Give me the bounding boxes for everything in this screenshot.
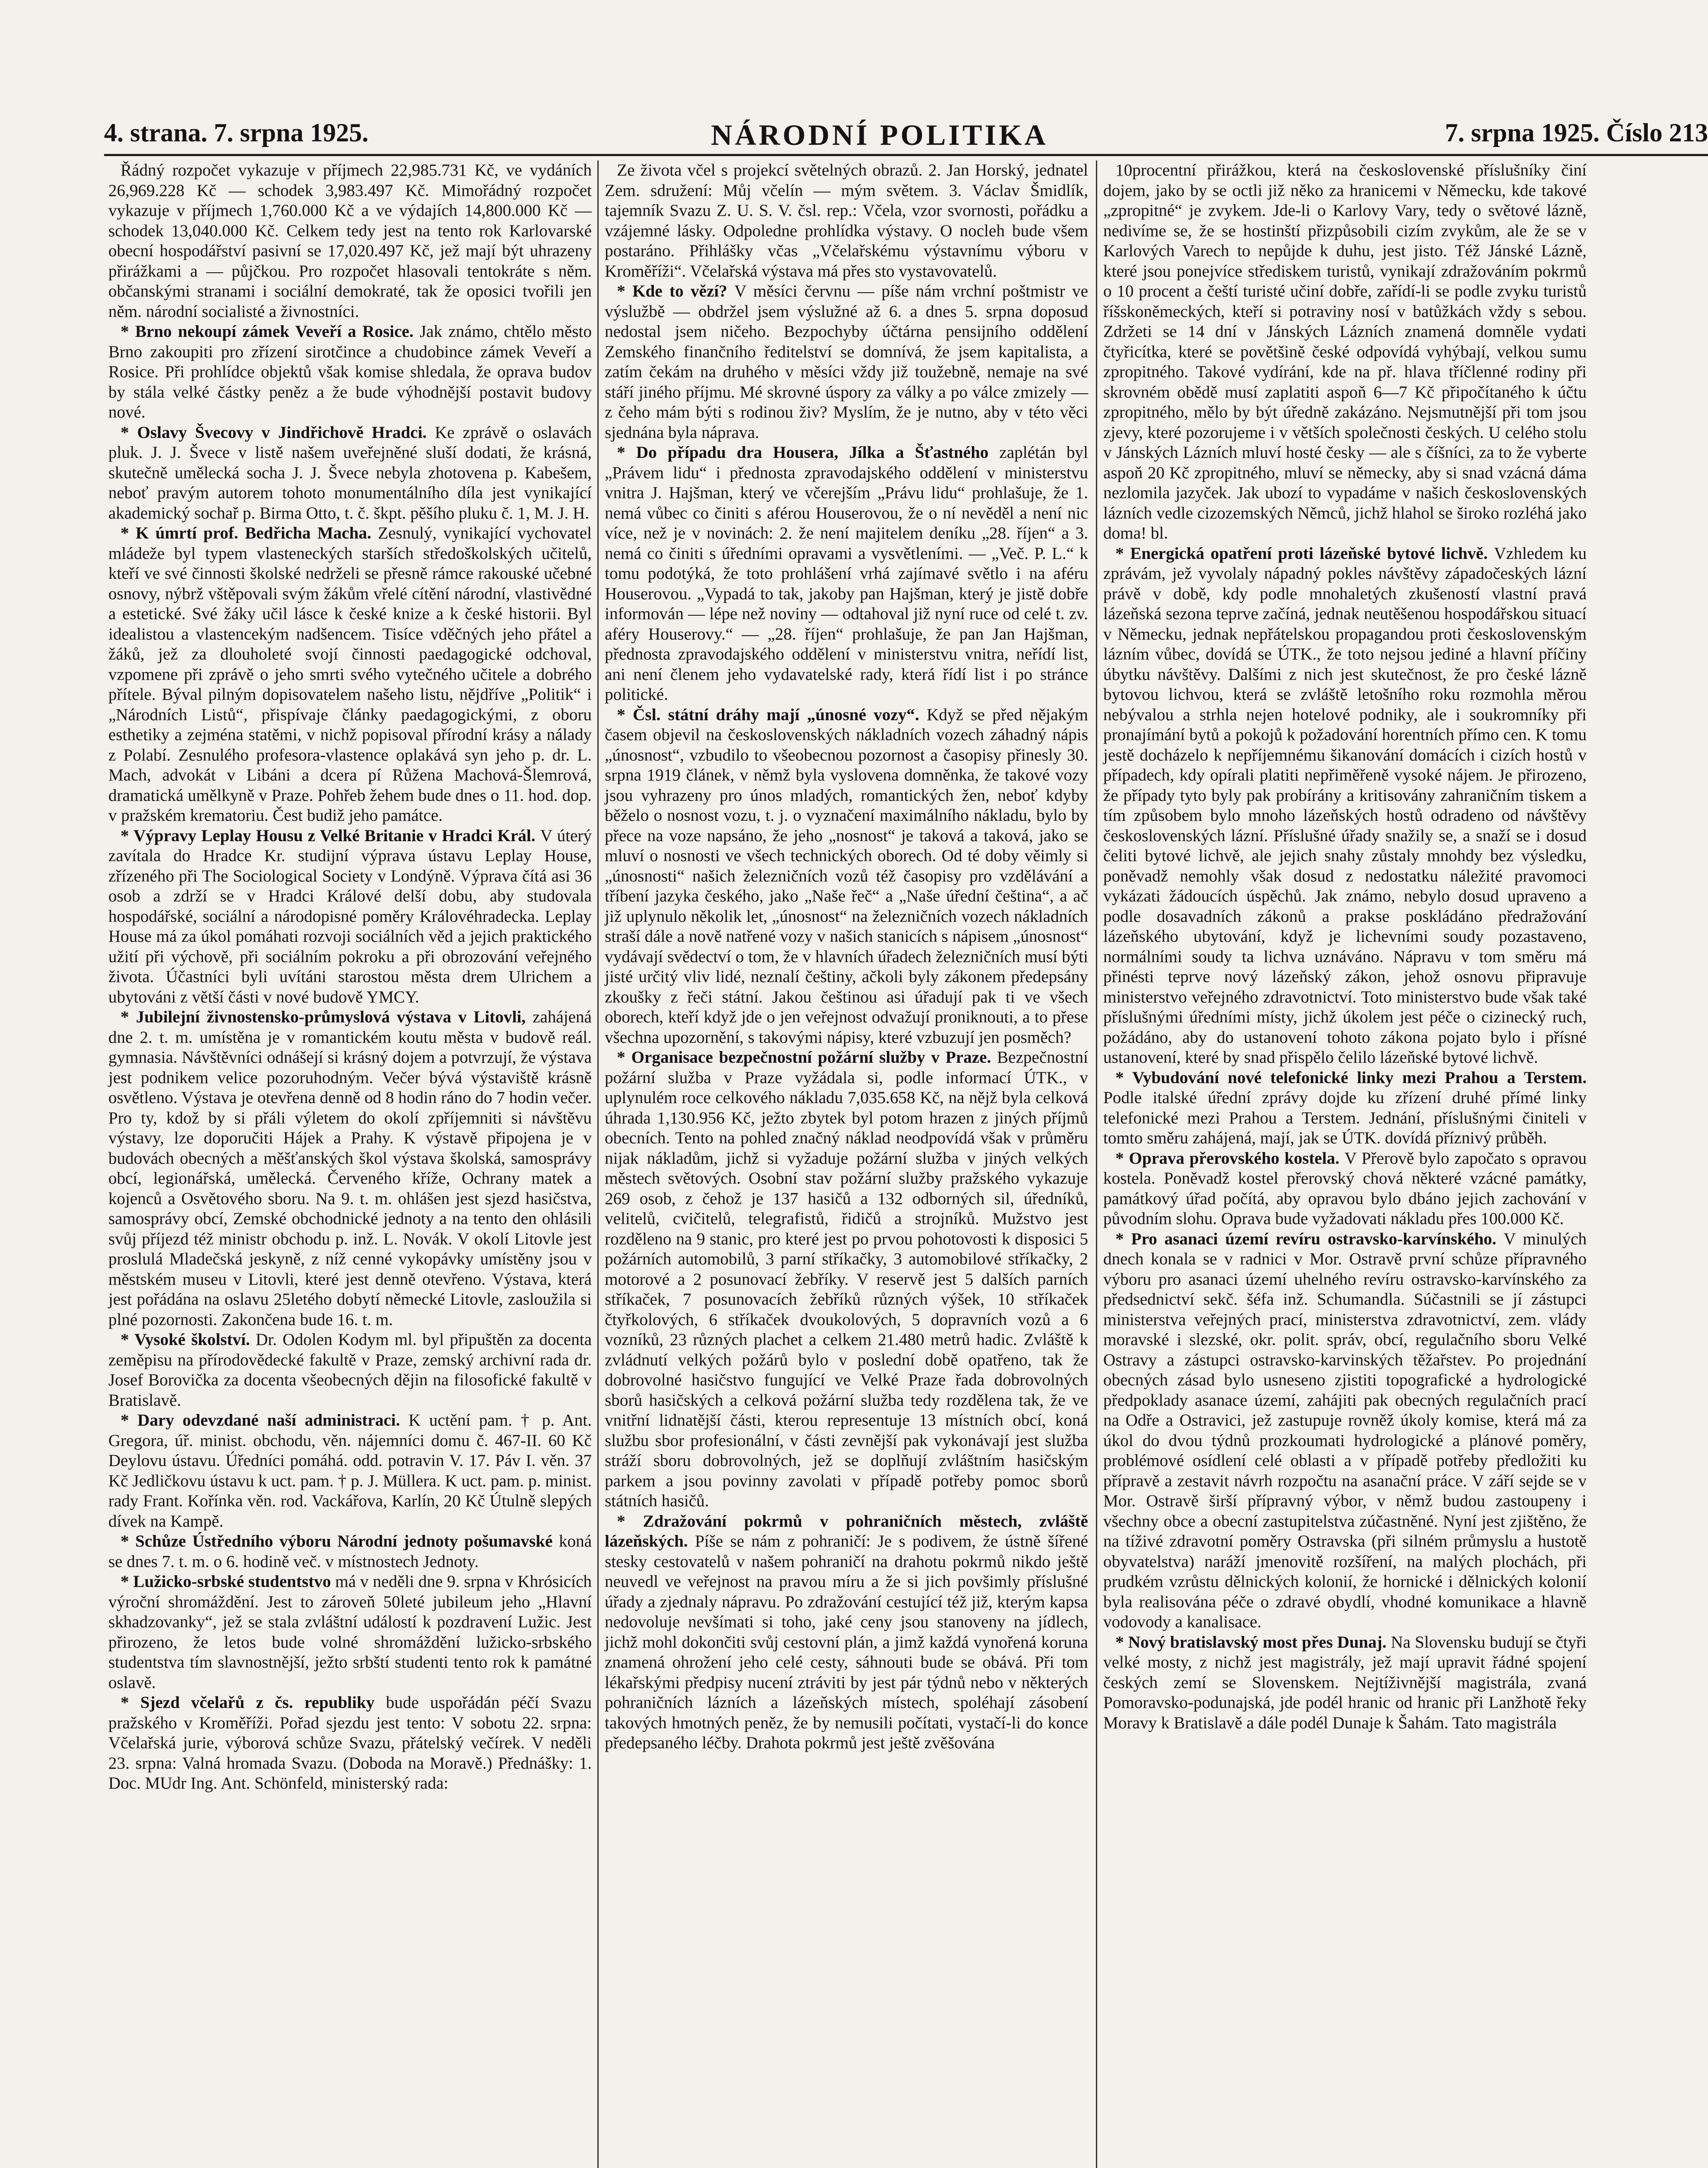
column-2 bbox=[605, 160, 1088, 2168]
article-text: Jak známo, chtělo město Brno zakoupiti pro zřízení sirotčince a chudobince zámek Veveří a Rosice. Při prohlídce objektů však komise shledala, že oprava budov by stála velké částky peněz a že bude výhodnější postavit budovy nové. bbox=[108, 322, 592, 421]
article-paragraph bbox=[1103, 1149, 1587, 1229]
article-text: Když se před nějakým časem objevil na československých nákladních vozech záhadný nápis „únosnost“, vzbudilo to všeobecnou pozornost a časopisy přinesly 30. srpna 1919 článek, v němž byla vyslovena domněnka, že takové vozy jsou vyhrazeny pro únos mladých, romantických žen, neboť kdyby běželo o nosnost vozu, t. j. o vyznačení maximálního nákladu, bylo by přece na voze napsáno, že jeho „nosnost“ je taková a taková, jako se mluví o nosnosti ve všech technických oborech. Od té doby věimly si „únosnosti“ našich železničních vozů též časopisy pro vzdělávání a tříbení jazyka českého, jako „Naše řeč“ a „Naše úřední čeština“, a ač již uplynulo několik let, „únosnost“ na železničních vozech nákladních straší dále a nově natřené vozy v našich stanicích s nápisem „únosnost“ vydávají svědectví o tom, že v hlavních úřadech železničních musí býti jisté určitý vliv lidé, neznalí češtiny, ačkoli byly zákonem předepsány zkoušky z řeči státní. Jakou češtinou asi úřadují pak ti ve všech oborech, kteří když jde o jen veřejnost odvažují proniknouti, a to přese všechna upozornění, s takovými nápisy, které vzbuzují jen posměch? bbox=[605, 705, 1088, 1047]
article-text: má v neděli dne 9. srpna v Khrósicích výroční shromáždění. Jest to zároveň 50leté jubileum jeho „Hlavní skhadzovanky“, jež se stala zvláštní událostí k pozdravení Lužic. Jest přirozeno, že letos bude volné shromáždění lužicko-srbského studentstva tím slavnostnější, ježto srbští studenti tento rok k památné oslavě. bbox=[108, 1572, 592, 1692]
article-headline: * Oprava přerovského kostela. bbox=[1115, 1149, 1345, 1168]
article-paragraph bbox=[108, 523, 592, 826]
column-1 bbox=[108, 160, 592, 2168]
article-paragraph bbox=[605, 281, 1088, 443]
article-paragraph bbox=[108, 826, 592, 1008]
article-headline: * Energická opatření proti lázeňské bytové lichvě. bbox=[1115, 544, 1494, 563]
article-paragraph bbox=[605, 1048, 1088, 1512]
article-headline: * Jubilejní živnostensko-průmyslová výstava v Litovli, bbox=[121, 1008, 533, 1026]
article-paragraph bbox=[108, 1330, 592, 1411]
article-headline: * Oslavy Švecovy v Jindřichově Hradci. bbox=[121, 423, 435, 442]
article-text: Na Slovensku budují se čtyři velké mosty, z nichž jest magistrály, jež mají upravit řádné spojení českých zemí se Slovenskem. Nejtíživnější magistrála, zvaná Pomoravsko-podunajská, jde podél hranic od hranic při Lanžhotě řeky Moravy k Bratislavě a dále podél Dunaje k Šahám. Tato magistrála bbox=[1103, 1633, 1587, 1732]
article-paragraph bbox=[108, 322, 592, 423]
article-paragraph bbox=[1103, 1068, 1587, 1149]
article-headline: * Dary odevzdané naší administraci. bbox=[121, 1411, 409, 1430]
article-text: zaplétán byl „Právem lidu“ i přednosta zpravodajského oddělení v ministerstvu vnitra J. Hajšman, který ve včerejším „Právu lidu“ prohlašuje, že 1. nemá vůbec co činiti s aférou Houserovou, že o ní nevěděl a není nic více, než je v novinách: 2. že není majitelem deníku „28. říjen“ a 3. nemá co činiti s úředními opravami a vysvětleními. — „Več. P. L.“ k tomu podotýká, že toto prohlášení vrhá zajímavé světlo i na aféru Houserovou. „Vypadá to tak, jakoby pan Hajšman, který je jistě dobře informován — lépe než noviny — odtahoval již nyní ruce od celé t. zv. aféry Houserovy.“ — „28. říjen“ prohlašuje, že pan Jan Hajšman, přednosta zpravodajského oddělení v ministerstvu vnitra, neřídí list, ani není členem jeho vydavatelské rady, která řídí list i po stránce politické. bbox=[605, 443, 1088, 704]
article-text: Ze života včel s projekcí světelných obrazů. 2. Jan Horský, jednatel Zem. sdružení: Můj včelín — mým světem. 3. Václav Šmidlík, tajemník Svazu Z. U. S. V. čsl. rep.: Včela, vzor svornosti, pořádku a vzájemné lásky. Odpoledne prohlídka výstavy. O nocleh bude všem postaráno. Přihlášky včas „Včelařskému výstavnímu výboru v Kroměříži“. Včelařská výstava má přes sto vystavovatelů. bbox=[605, 161, 1088, 281]
article-headline: * Čsl. státní dráhy mají „únosné vozy“. bbox=[617, 705, 927, 724]
header-right: 7. srpna 1925. Číslo 213 bbox=[1445, 118, 1708, 147]
article-text: zahájená dne 2. t. m. umístěna je v romantickém koutu města v budově reál. gymnasia. Návštěvníci odnášejí si krásný dojem a potvrzují, že výstava jest podnikem velice pozoruhodným. Večer bývá výstaviště krásně osvětleno. Výstava je otevřena denně od 8 hodin ráno do 7 hodin večer. Pro ty, kdož by si přáli výletem do okolí zpříjemniti si návštěvu výstavy, lze doporučiti Hájek a Prahy. K výstavě připojena je v budovách obecných a měšťanských škol výstava školská, samosprávy obcí, legionářská, umělecká. Červeného kříže, Ochrany matek a kojenců a Osvětového sboru. Na 9. t. m. ohlášen jest sjezd hasičstva, samosprávy obcí, Zemské obchodnické jednoty a na tento den ohlásili svůj příjezd též ministr obchodu p. inž. L. Novák. V okolí Litovle jest proslulá Mladečská jeskyně, z níž cenné vykopávky umístěny jsou v městském museu v Litovli, které jest denně otevřeno. Výstava, která jest pořádána na oslavu 25letého dobytí německé Litovle, zasloužila si plné pozornosti. Zakončena bude 16. t. m. bbox=[108, 1008, 592, 1329]
article-text: Řádný rozpočet vykazuje v příjmech 22,985.731 Kč, ve vydáních 26,969.228 Kč — schodek 3,983.497 Kč. Mimořádný rozpočet vykazuje v příjmech 1,760.000 Kč a ve výdajích 14,800.000 Kč — schodek 13,040.000 Kč. Celkem tedy jest na tento rok Karlovarské obecní hospodářství pasivní se 17,020.497 Kč, jež mají být uhrazeny přirážkami a — půjčkou. Pro rozpočet hlasovali tentokráte s něm. občanskými stranami i sociální demokraté, tak že oposici tvořili jen něm. národní socialisté a živnostníci. bbox=[108, 161, 592, 321]
header-left: 4. strana. 7. srpna 1925. bbox=[104, 118, 369, 147]
article-text: V minulých dnech konala se v radnici v Mor. Ostravě první schůze přípravného výboru pro asanaci území uhelného revíru ostravsko-karvínského za předsednictví sekč. šéfa inž. Schumandla. Súčastnili se jí zástupci ministerstva veřejných prací, ministerstva zdravotnictví, zem. vlády moravské i slezské, okr. polit. správ, obcí, regulačního sboru Velké Ostravy a zástupci ostravsko-karvinských těžařstev. Po projednání obecných zásad bylo usneseno zjistiti topografické a hydrologické předpoklady asanace území, zahájiti pak obecných regulačních prací na Odře a Ostravici, jež zastupuje rovněž úkoly komise, která má za úkol do dvou týdnů prozkoumati hydrologické a plánové poměry, problémové osídlení celé oblasti a v případě potřeby předložiti ku přípravě a zestavit návrh rozpočtu na asanační práce. V září sejde se v Mor. Ostravě širší přípravný výbor, v němž budou zastoupeny i všechny obce a obecní zastupitelstva zúčastněné. Nyní jest zjištěno, že na tíživé zdravotní poměry Ostravska (při silném průmyslu a hustotě obyvatelstva) naráží jmenovitě rozšíření, na malých plochách, při prudkém vzrůstu dělnických kolonií, že hornické i dělnických kolonií byla realisována péče o zdravé obydlí, vhodné komunikace a hlavně vodovody a kanalisace. bbox=[1103, 1229, 1587, 1631]
article-headline: * Pro asanaci území revíru ostravsko-karvínského. bbox=[1115, 1229, 1504, 1248]
article-paragraph bbox=[1103, 160, 1587, 544]
column-3 bbox=[1103, 160, 1587, 2168]
article-headline: * Kde to vězí? bbox=[617, 282, 734, 300]
article-text: Podle italské úřední zprávy dojde ku zřízení druhé přímé linky telefonické mezi Prahou a Terstem. Jednání, příslušnými činiteli v tomto směru zahájená, mají, jak se ÚTK. dovídá příznivý průběh. bbox=[1103, 1088, 1587, 1147]
page-header bbox=[104, 118, 1708, 166]
article-headline: * Vysoké školství. bbox=[121, 1330, 256, 1349]
article-headline: * Lužicko-srbské studentstvo bbox=[121, 1572, 336, 1591]
article-text: Píše se nám z pohraničí: Je s podivem, že ústně šířené stesky cestovatelů v našem pohraničí na drahotu pokrmů nikdo ještě neuvedl ve veřejnost na pravou míru a že si jich povšimly příslušné úřady a zjednaly nápravu. Po zdražování cestující též již, kterým kapsa nedovoluje nevšímati si toho, jaké ceny jsou stanoveny na jídlech, jichž mohl dokončiti svůj cestovní plán, a jimž každá vynořená koruna znamená ohrožení jeho celé cesty, sáhnouti bude se obává. Při tom lékařskými předpisy nucení ztráviti by jest pár týdnů nebo v některých pohraničních lázních a lázeňských místech, spoléhají zásobení takových hmotných peněz, že by nemusili počítati, vystačí-li do konce předepsaného léčby. Drahota pokrmů jest ještě zvěšována bbox=[605, 1532, 1089, 1752]
article-text: Ke zprávě o oslavách pluk. J. J. Švece v listě našem uveřejněné sluší dodati, že krásná, skutečně umělecká socha J. J. Švece nebyla zhotovena p. Kabešem, neboť pravým autorem tohoto monumentálního díla jest vynikající akademický sochař p. Birma Otto, t. č. škpt. pěšího pluku č. 1, M. J. H. bbox=[108, 423, 592, 522]
article-text: Zesnulý, vynikající vychovatel mládeže byl typem vlasteneckých starších středoškolských učitelů, kteří ve své činnosti školské nedrželi se přesně rámce rakouské učebné osnovy, nýbrž vštěpovali svým žákům vřelé cítění národní, vlastivědné a estetické. Své žáky učil lásce k české knize a k české historii. Byl idealistou a vlastencekým nadšencem. Tisíce vděčných jeho přátel a žáků, jež za dlouholeté svojí činnosti paedagogické odchoval, vzpomene při zprávě o jeho smrti svého vytečného učitele a dobrého přítele. Býval pilným dopisovatelem našeho listu, nějdříve „Politik“ i „Národních Listů“, přispívaje články paedagogickými, z oboru esthetiky a zejména statěmi, v nichž popisoval přírodní krásy a nálady z Polabí. Zesnulého profesora-vlastence oplakává syn jeho p. dr. L. Mach, advokát v Libáni a dcera pí Růžena Machová-Šlemrová, dramatická umělkyně v Praze. Pohřeb žehem bude dnes o 11. hod. dop. v pražském krematoriu. Čest budiž jeho památce. bbox=[108, 524, 592, 825]
article-text: 10procentní přirážkou, která na československé příslušníky činí dojem, jako by se octli již něko za hranicemi v Německu, kde takové „zpropitné“ je zvykem. Jde-li o Karlovy Vary, tedy o světové lázně, nedivíme se, že se hostinští přizpůsobili cizím zvykům, ale že se v Karlových Varech to nepůjde k duhu, jest jisto. Též Jánské Lázně, které jsou ponejvíce střediskem turistů, vynikají zdražováním pokrmů o 10 procent a čeští turisté učiní dobře, zařídí-li se podle zvyku turistů říšskoněmeckých, kteří si potraviny nosí v batůžkách vždy s sebou. Zdržeti se 14 dní v Jánských Lázních znamená domněle vydati čtyřicítka, které se povětšině české odpovídá vyhýbají, velkou sumu zpropitného. Takové vydírání, kde na př. hlava tříčlenné rodiny při skrovném obědě musí zaplatiti aspoň 6—7 Kč připočítaného k účtu zpropitného, mělo by být úředně zakázáno. Nejsmutnější při tom jsou zjevy, které pozorujeme i v větších společnosti českých. U celého stolu v Jánských Lázních mluví hosté česky — ale s číšníci, za to že vyberte aspoň 20 Kč zpropitného, mluví se německy, aby si snad vzácná dáma nezlomila jazyček. Jak ubozí to vypadáme v našich československých lázních vedle cizozemských Němců, jichž hlahol se široko rozléhá jako doma! bl. bbox=[1103, 161, 1587, 542]
article-headline: * Brno nekoupí zámek Veveří a Rosice. bbox=[121, 322, 420, 341]
article-headline: * Schůze Ústředního výboru Národní jednoty pošumavské bbox=[121, 1532, 559, 1551]
article-text: V úterý zavítala do Hradce Kr. studijní výprava ústavu Leplay House, zřízeného při The Sociological Society v Londýně. Výprava čítá asi 36 osob a zdrží se v Hradci Králové delší dobu, aby studovala hospodářské, sociální a národopisné poměry Královéhradecka. Leplay House má za úkol pomáhati rozvoji sociálních věd a jejich praktického užití při výchově, při sociálním pokroku a při obrozování veřejného života. Účastníci byli uvítáni starostou města drem Ulrichem a ubytováni z větší části v nové budově YMCY. bbox=[108, 826, 592, 1006]
column-divider bbox=[1096, 160, 1097, 2168]
article-paragraph bbox=[605, 705, 1088, 1048]
article-paragraph bbox=[605, 443, 1088, 705]
article-paragraph bbox=[108, 1572, 592, 1693]
article-headline: * Nový bratislavský most přes Dunaj. bbox=[1115, 1633, 1391, 1652]
article-paragraph bbox=[605, 160, 1088, 281]
article-text: bude uspořádán péčí Svazu pražského v Kroměříži. Pořad sjezdu jest tento: V sobotu 22. srpna: Včelařská jurie, výborová schůze Svazu, přátelský večírek. V neděli 23. srpna: Valná hromada Svazu. (Doboda na Moravě.) Přednášky: 1. Doc. MUdr Ing. Ant. Schönfeld, ministerský rada: bbox=[108, 1693, 592, 1793]
column-divider bbox=[597, 160, 599, 2168]
article-text: Dr. Odolen Kodym ml. byl připuštěn za docenta zeměpisu na přírodovědecké fakultě v Praze, zemský archivní rada dr. Josef Borovička za docenta všeobecných dějin na filosofické fakultě v Bratislavě. bbox=[108, 1330, 592, 1410]
article-paragraph bbox=[1103, 544, 1587, 1068]
article-text: V Přerově bylo započato s opravou kostela. Poněvadž kostel přerovský chová některé vzácné památky, památkový úřad počítá, aby opravou bylo dbáno jejich zachování v původním slohu. Oprava bude vyžadovati nákladu přes 100.000 Kč. bbox=[1103, 1149, 1587, 1228]
article-headline: * Výpravy Leplay Housu z Velké Britanie v Hradci Král. bbox=[121, 826, 541, 845]
article-text: K uctění pam. † p. Ant. Gregora, úř. minist. obchodu, věn. nájemníci domu č. 467-II. 60 Kč Deylovu ústavu. Úředníci pomáhá. odd. potravin V. 17. Páv I. věn. 37 Kč Jedličkovu ústavu k uct. pam. † p. J. Müllera. K uct. pam. p. minist. rady Frant. Kořínka věn. rod. Vackářova, Karlín, 20 Kč Útulně slepých dívek na Kampě. bbox=[108, 1411, 592, 1531]
header-rule bbox=[104, 154, 1708, 156]
article-paragraph bbox=[108, 423, 592, 524]
article-text: Bezpečnostní požární služba v Praze vyžádala si, podle informací ÚTK., v uplynulém roce celkového nákladu 7,035.658 Kč, na nějž byla celková úhrada 1,130.956 Kč, ježto zbytek byl potom hrazen z jiných příjmů obecních. Tento na pohled značný náklad neodpovídá však v průměru nijak nákladům, jichž si vyžaduje požární služba v jiných velkých městech světových. Osobní stav požární služby pražského vykazuje 269 osob, z čehož je 137 hasičů a 132 odborných sil, úředníků, velitelů, cvičitelů, telegrafistů, řidičů a strojníků. Mužstvo jest rozděleno na 9 stanic, pro které jest po prvou pohotovosti k disposici 5 požárních automobilů, 3 parní stříkačky, 3 automobilové stříkačky, 2 motorové a 2 posunovací žebříky. V reservě jest 5 dalších parních stříkaček, 7 posunovacích žebříků různých výšek, 10 stříkaček čtyřkolových, 6 stříkaček dvoukolových, 5 dopravních vozů a 6 vozníků, 23 různých plachet a celkem 21.480 metrů hadic. Zvláště k zvládnutí velkých požárů bylo v poslední době opatřeno, tak že dobrovolné hasičstvo fungující ve Velké Praze řada dobrovolných sborů hasičských a celková požární služba tedy rozdělena tak, že ve vnitřní lidnatější části, kterou representuje 13 místních obcí, koná službu sbor profesionální, v části zevnější pak vykonávají jest služba stráží sboru dobrovolných, jež se doplňují zvláštním hasičským parkem a jsou povinny zavolati v případě potřeby pomoc sborů státních hasičů. bbox=[605, 1048, 1088, 1510]
article-paragraph bbox=[108, 160, 592, 322]
article-headline: * Zdražování pokrmů v pohraničních městech, zvláště lázeňských. bbox=[605, 1512, 1088, 1551]
article-text: V měsíci červnu — píše nám vrchní poštmistr ve výslužbě — obdržel jsem výslužné až 6. a dnes 5. srpna doposud nedostal jsem ničeho. Bezpochyby účtárna pensijního oddělení Zemského finančního ředitelství se domnívá, že jsem kapitalista, a zatím čekám na druhého v měsíci vždy již toužebně, nemaje na své stáří jiného příjmu. Mé skrovné úspory za války a po válce zmizely — z čeho mám býti s rodinou živ? Myslím, že je nutno, aby v této věci sjednána byla náprava. bbox=[605, 282, 1089, 442]
article-headline: * K úmrtí prof. Bedřicha Macha. bbox=[121, 524, 378, 542]
article-text: koná se dnes 7. t. m. o 6. hodině več. v místnostech Jednoty. bbox=[108, 1532, 592, 1571]
article-paragraph bbox=[108, 1007, 592, 1330]
article-headline: * Sjezd včelařů z čs. republiky bbox=[121, 1693, 386, 1712]
article-paragraph bbox=[108, 1531, 592, 1572]
article-paragraph bbox=[1103, 1229, 1587, 1633]
masthead-title: NÁRODNÍ POLITIKA bbox=[711, 118, 1048, 151]
article-paragraph bbox=[605, 1512, 1088, 1753]
article-headline: * Organisace bezpečnostní požární služby v Praze. bbox=[617, 1048, 997, 1067]
article-text: Vzhledem ku zprávám, jež vyvolaly nápadný pokles návštěvy západočeských lázní právě v době, kdy podle mnohaletých zkušeností vlastní pravá lázeňská sezona teprve začíná, jednak neutěšenou hospodářskou situací v Německu, jednak nepřátelskou propagandou proti československým lázním vůbec, dovídá se ÚTK., že toto nejsou jediné a hlavní příčiny úbytku návštěvy. Dalšími z nich jest skutečnost, že pro české lázně bytovou lichvou, která se zvláště letošního roku rozmohla měrou nebývalou a strhla nejen hotelové podniky, ale i soukromníky při pronajímání bytů a pokojů k požadování horentních přímo cen. K tomu jestě docházelo k nepříjemnému šikanování domácích i cizích hostů v případech, kdy opírali platiti nepřiměřeně vysoké nájem. Je přirozeno, že případy tyto byly pak probírány a kritisovány zahraničním tiskem a tím způsobem bylo mnoho lázeňských hostů odradeno od návštěvy československých lázní. Příslušné úřady snažily se, a snaží se i dosud čeliti bytové lichvě, ale jejich snahy zůstaly mnohdy bez výsledku, poněvadž nemohly však dosud z nedostatku náležité pravomoci vykázati žádoucích úspěchů. Jak známo, nebylo dosud upraveno a podle dosavadních zákonů a prakse poskládáno předražování lázeňského ubytování, když je lichevními soudy pozastaveno, normálními soudy ta lichva uznáváno. Nápravu v tom směru má přinésti teprve nový lázeňský zákon, jehož osnovu připravuje ministerstvo veřejného zdravotnictví. Toto ministerstvo bude však také příslušnými úředními místy, jichž úkolem jest péče o cizinecký ruch, požádáno, aby do ustanovení tohoto zákona pojato bylo i přísné ustanovení, které by snad přispělo čelilo lázeňské bytové lichvě. bbox=[1103, 544, 1587, 1067]
article-headline: * Do případu dra Housera, Jílka a Šťastného bbox=[617, 443, 1000, 462]
article-paragraph bbox=[108, 1693, 592, 1794]
article-paragraph bbox=[1103, 1633, 1587, 1734]
article-paragraph bbox=[108, 1411, 592, 1531]
article-headline: * Vybudování nové telefonické linky mezi Prahou a Terstem. bbox=[1115, 1068, 1587, 1087]
